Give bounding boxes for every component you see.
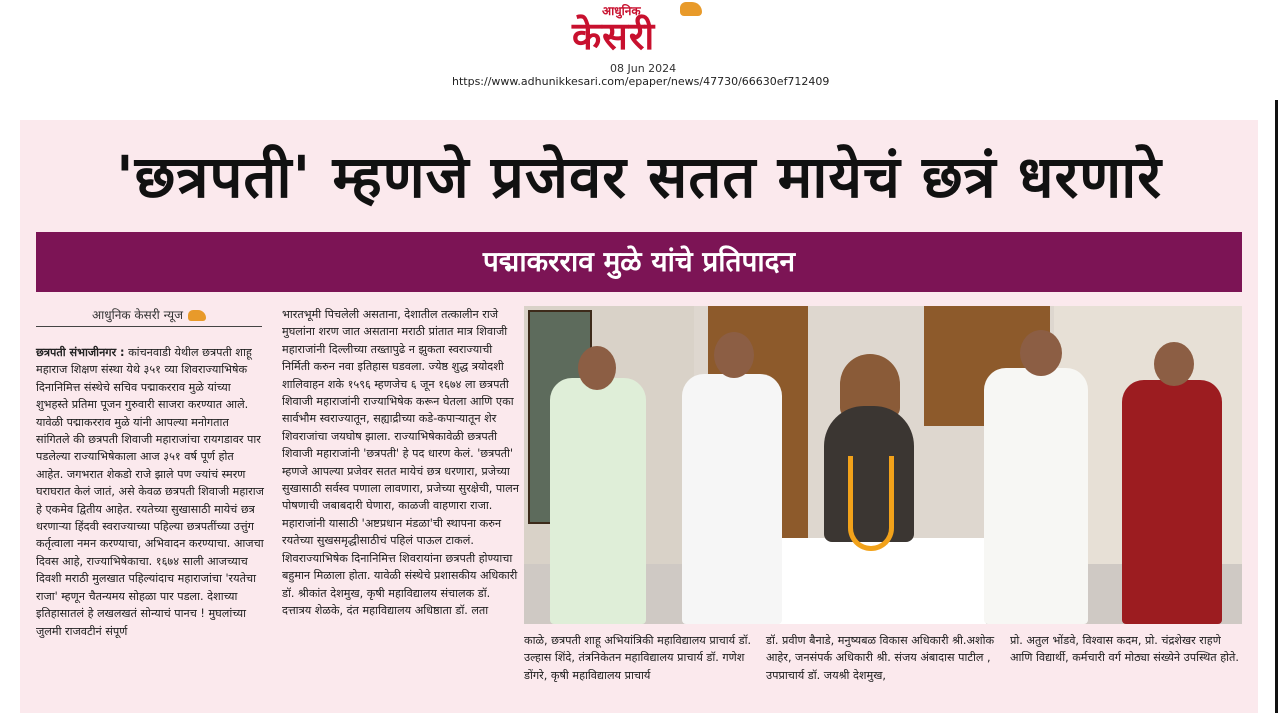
newspaper-logo[interactable] — [572, 2, 708, 62]
subheadline: पद्माकरराव मुळे यांचे प्रतिपादन — [482, 245, 796, 278]
masthead — [0, 0, 1280, 100]
logo-small-text: आधुनिक — [602, 4, 641, 18]
edition-date: 08 Jun 2024 — [610, 62, 677, 75]
logo-main-text: केसरी — [572, 14, 656, 58]
photo-caption-2: डॉ. प्रवीण बैनाडे, मनुष्यबळ विकास अधिकारी श्री.अशोक आहेर, जनसंपर्क अधिकारी श्री. संजय अंबादास पाटील , उपप्राचार्य डॉ. जयश्री देशमुख, — [766, 634, 995, 682]
person-1-head — [578, 346, 616, 390]
flower-garland — [848, 456, 894, 551]
dateline: छत्रपती संभाजीनगर : — [36, 346, 125, 359]
headline: 'छत्रपती' म्हणजे प्रजेवर सतत मायेचं छत्रं धरणारे — [116, 143, 1162, 211]
byline — [36, 306, 262, 327]
article-column-2: भारतभूमी पिचलेली असताना, देशातील तत्कालीन राजे मुघलांना शरण जात असताना मराठी प्रांतात मात्र शिवाजी महाराजांनी दिल्लीच्या तख्तापुढे न झुकता स्वराज्याची निर्मिती करुन नवा इतिहास घडवला. ज्येष्ठ शुद्ध त्रयोदशी शालिवाहन शके १५९६ म्हणजेच ६ जून १६७४ ला छत्रपती शिवाजी महाराजांनी राज्याभिषेक करून घेतला आणि एका सार्वभौम स्वराज्यातून, सह्याद्रीच्या कडे-कपाऱ्यातून शेर शिवराजांचा जयघोष झाला. राज्याभिषेकावेळी छत्रपती शिवाजी महाराजांनी 'छत्रपती' हे पद धारण केलं. 'छत्रपती' म्हणजे आपल्या प्रजेवर सतत मायेचं छत्र धरणारा, प्रजेच्या सुखासाठी सर्वस्व पणाला लावणारा, प्रजेच्या सुरक्षेची, पालन पोषणाची जबाबदारी घेणारा, काळजी वाहणारा राजा. महाराजांनी यासाठी 'अष्टप्रधान मंडळा'ची स्थापना करुन रयतेच्या सुखसमृद्धीसाठीचं पहिलं पाऊल टाकलं. शिवराज्याभिषेक दिनानिमित्त शिवरायांना छत्रपती होण्याचा बहुमान मिळाला होता. यावेळी संस्थेचे प्रशासकीय अधिकारी डॉ. श्रीकांत देशमुख, कृषी महाविद्यालय संचालक डॉ. दत्तात्रय शेळके, दंत महाविद्यालय अधिष्ठाता डॉ. लता — [282, 308, 519, 617]
person-3 — [984, 368, 1088, 624]
source-url[interactable]: https://www.adhunikkesari.com/epaper/news/47730/66630ef712409 — [452, 75, 830, 88]
person-2 — [682, 374, 782, 624]
lion-icon — [188, 310, 206, 321]
photo-caption-3: प्रो. अतुल भोंडवे, विश्वास कदम, प्रो. चंद्रशेखर राहणे आणि विद्यार्थी, कर्मचारी वर्ग मोठ्या संख्येने उपस्थित होते. — [1010, 634, 1239, 665]
lion-icon — [680, 2, 702, 16]
person-2-head — [714, 332, 754, 378]
event-photo[interactable] — [524, 306, 1242, 624]
photo-caption-1: काळे, छत्रपती शाहू अभियांत्रिकी महाविद्यालय प्राचार्य डॉ. उल्हास शिंदे, तंत्रनिकेतन महाविद्यालय प्राचार्य डॉ. गणेश डोंगरे, कृषी महाविद्यालय प्राचार्य — [524, 634, 752, 682]
person-3-head — [1020, 330, 1062, 376]
person-4-head — [1154, 342, 1194, 386]
subheadline-bar — [36, 232, 1242, 292]
person-1 — [550, 378, 646, 624]
article-column-1-text: कांचनवाडी येथील छत्रपती शाहू महाराज शिक्षण संस्था येथे ३५१ व्या शिवराज्याभिषेक दिनानिमित्त संस्थेचे सचिव पद्माकरराव मुळे यांच्या शुभहस्ते प्रतिमा पूजन गुरुवारी साजरा करण्यात आले. यावेळी पद्माकरराव मुळे यांनी आपल्या मनोगतात सांगितले की छत्रपती शिवाजी महाराजांचा रायगडावर पार पडलेल्या राज्याभिषेकाला आज ३५१ वर्ष पूर्ण होत आहेत. जगभरात शेकडो राजे झाले पण ज्यांचं स्मरण घराघरात केलं जातं, असे केवळ छत्रपती शिवाजी महाराज हे एकमेव द्वितीय आहेत. रयतेच्या सुखासाठी मायेचं छत्र धरणाऱ्या हिंदवी स्वराज्याच्या पहिल्या छत्रपतींच्या उत्तुंग कर्तृत्वाला नमन करण्याचा, अभिवादन करण्याचा. आजचा दिवस आहे, राज्याभिषेकाचा. १६७४ साली आजच्याच दिवशी मराठी मुलखात पहिल्यांदाच महाराजांचा 'रयतेचा राजा' म्हणून चैतन्यमय सोहळा पार पडला. देशाच्या इतिहासातलं हे लखलखतं सोन्याचं पानच ! मुघलांच्या जुलमी राजवटीनं संपूर्ण — [36, 346, 264, 638]
page-edge-divider — [1275, 100, 1278, 713]
news-clipping — [20, 120, 1258, 713]
article-column-1 — [36, 344, 264, 640]
byline-text: आधुनिक केसरी न्यूज — [91, 308, 183, 322]
person-4 — [1122, 380, 1222, 624]
